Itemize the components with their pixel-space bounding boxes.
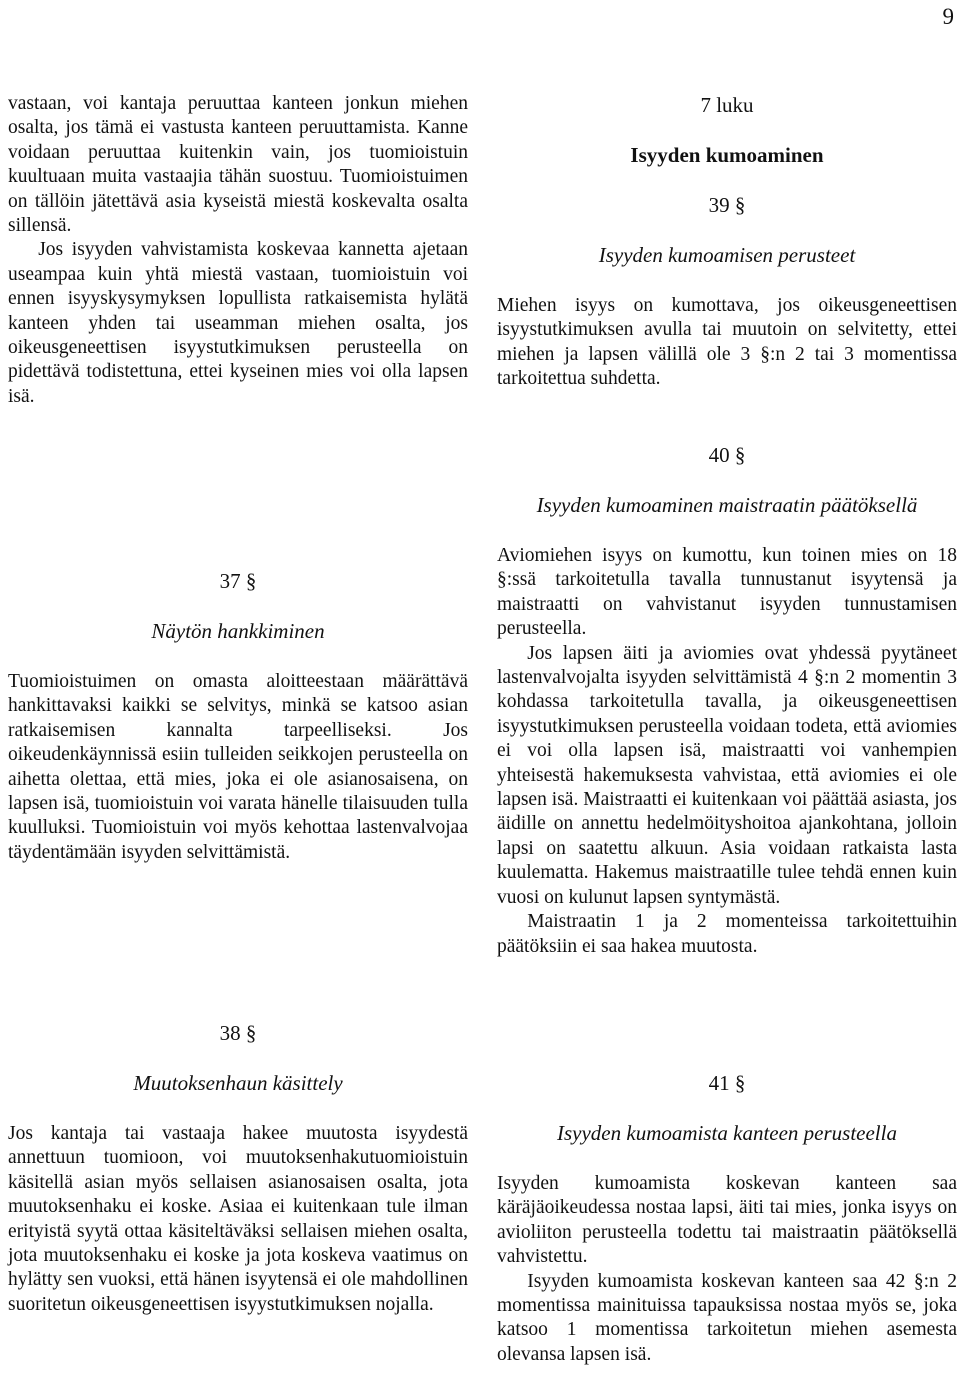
paragraph: Maistraatin 1 ja 2 momenteissa tarkoitettuihin päätöksiin ei saa hakea muutosta. (497, 911, 957, 957)
section-heading: Muutoksenhaun käsittely (133, 1071, 343, 1095)
right-column (497, 92, 957, 1392)
paragraph: Aviomiehen isyys on kumottu, kun toinen mies on 18 §:ssä tarkoitetulla tavalla tunnustanut isyytensä ja maistraatti on vahvistanut isyyden tunnustamisen perusteella. (497, 545, 957, 640)
section-38 (8, 1020, 468, 1317)
section-number: 39 § (708, 193, 746, 217)
section-number: 38 § (219, 1021, 257, 1045)
section-number: 40 § (708, 443, 746, 467)
paragraph: Jos kantaja tai vastaaja hakee muutosta isyydestä annettuun tuomioon, voi muutoksenhakutuomioistuin käsitellä asian myös sellaisen asianosaisen osalta, jota muutoksenhaku ei koske. Asiaa ei kuitenkaan tule ilman erityistä syytä ottaa käsiteltäväksi sellaisen miehen osalta, jota muutoksenhaku ei koske ja jota koskeva vaatimus on hylätty sen vuoksi, että hänen isyytensä ei ole mahdollinen suoritetun oikeusgeneettisen isyystutkimuksen nojalla. (8, 1123, 468, 1315)
left-column (8, 92, 468, 1392)
paragraph: Miehen isyys on kumottava, jos oikeusgeneettisen isyystutkimuksen avulla tai muutoin on selvitetty, ettei miehen ja lapsen välillä ole 3 §:n 2 tai 3 momentissa tarkoitettua suhdetta. (497, 295, 957, 390)
paragraph: vastaan, voi kantaja peruuttaa kanteen jonkun miehen osalta, jos tämä ei vastusta kanteen peruuttamista. Kanne voidaan peruuttaa kuitenkin vain, jos tuomioistuin kuultuaan muita vastaajia tähän suostuu. Tuomioistuimen on tällöin jätettävä asia kyseistä miestä koskevalta osalta sillensä. (8, 93, 468, 237)
paragraph: Isyyden kumoamista koskevan kanteen saa 42 §:n 2 momentissa mainituissa tapauksissa nostaa myös se, joka katsoo 1 momentissa tarkoitetun miehen asemesta olevansa lapsen isä. (497, 1270, 957, 1365)
section-heading: Näytön hankkiminen (151, 619, 325, 643)
section-heading: Isyyden kumoamisen perusteet (598, 243, 856, 267)
paragraph: Jos lapsen äiti ja aviomies ovat yhdessä pyytäneet lastenvalvojalta isyyden selvittämistä 4 §:n 2 momentin 3 kohdassa tarkoitetulla tavalla, ja oikeusgeneettisen isyystutkimuksen perusteella voidaan todeta, että aviomies ei voi olla lapsen isä, maistraatti voi vanhempien yhteisestä hakemuksesta vahvistaa, että aviomies ei ole lapsen isä. Maistraatti ei kuitenkaan voi päättää asiasta, jos äidille on annettu hedelmöityshoitoa ajankohtana, jolloin lapsi on saatettu alkuun. Asia voidaan ratkaista lasta kuulematta. Hakemus maistraatille tulee tehdä ennen kuin vuosi on kulunut lapsen syntymästä. (497, 642, 957, 908)
paragraph: Jos isyyden vahvistamista koskevaa kannetta ajetaan useampaa kuin yhtä miestä vastaan, tuomioistuin voi ennen isyyskysymyksen lopullista ratkaisemista hylätä kanteen yhden tai useamman miehen osalta, jos oikeusgeneettisen isyystutkimuksen perusteella on pidettävä todistettuna, ettei kyseinen mies voi olla lapsen isä. (8, 239, 468, 407)
section-37 (8, 568, 468, 865)
page-number: 9 (942, 4, 954, 29)
chapter-number: 7 luku (700, 93, 754, 117)
chapter-title: Isyyden kumoaminen (630, 143, 824, 167)
section-number: 41 § (708, 1071, 746, 1095)
section-36-continuation (8, 92, 468, 409)
section-heading: Isyyden kumoamista kanteen perusteella (557, 1121, 897, 1145)
section-39 (497, 192, 957, 392)
section-heading: Isyyden kumoaminen maistraatin päätöksellä (536, 493, 918, 517)
section-number: 37 § (219, 569, 257, 593)
section-41 (497, 1070, 957, 1367)
section-40 (497, 442, 957, 959)
paragraph: Tuomioistuimen on omasta aloitteestaan määrättävä hankittavaksi kaikki se selvitys, minkä se katsoo asian ratkaisemisen kannalta tarpeelliseksi. Jos oikeudenkäynnissä esiin tulleiden seikkojen perusteella on aihetta olettaa, että mies, joka ei ole asianosaisena, on lapsen isä, tuomioistuin voi varata hänelle tilaisuuden tulla kuulluksi. Tuomioistuin voi myös kehottaa lastenvalvojaa täydentämään isyyden selvittämistä. (8, 671, 468, 863)
chapter-7 (497, 92, 957, 168)
paragraph: Isyyden kumoamista koskevan kanteen saa käräjäoikeudessa nostaa lapsi, äiti tai mies, jonka isyys on avioliiton perusteella todettu tai maistraatin päätöksellä vahvistettu. (497, 1173, 957, 1268)
